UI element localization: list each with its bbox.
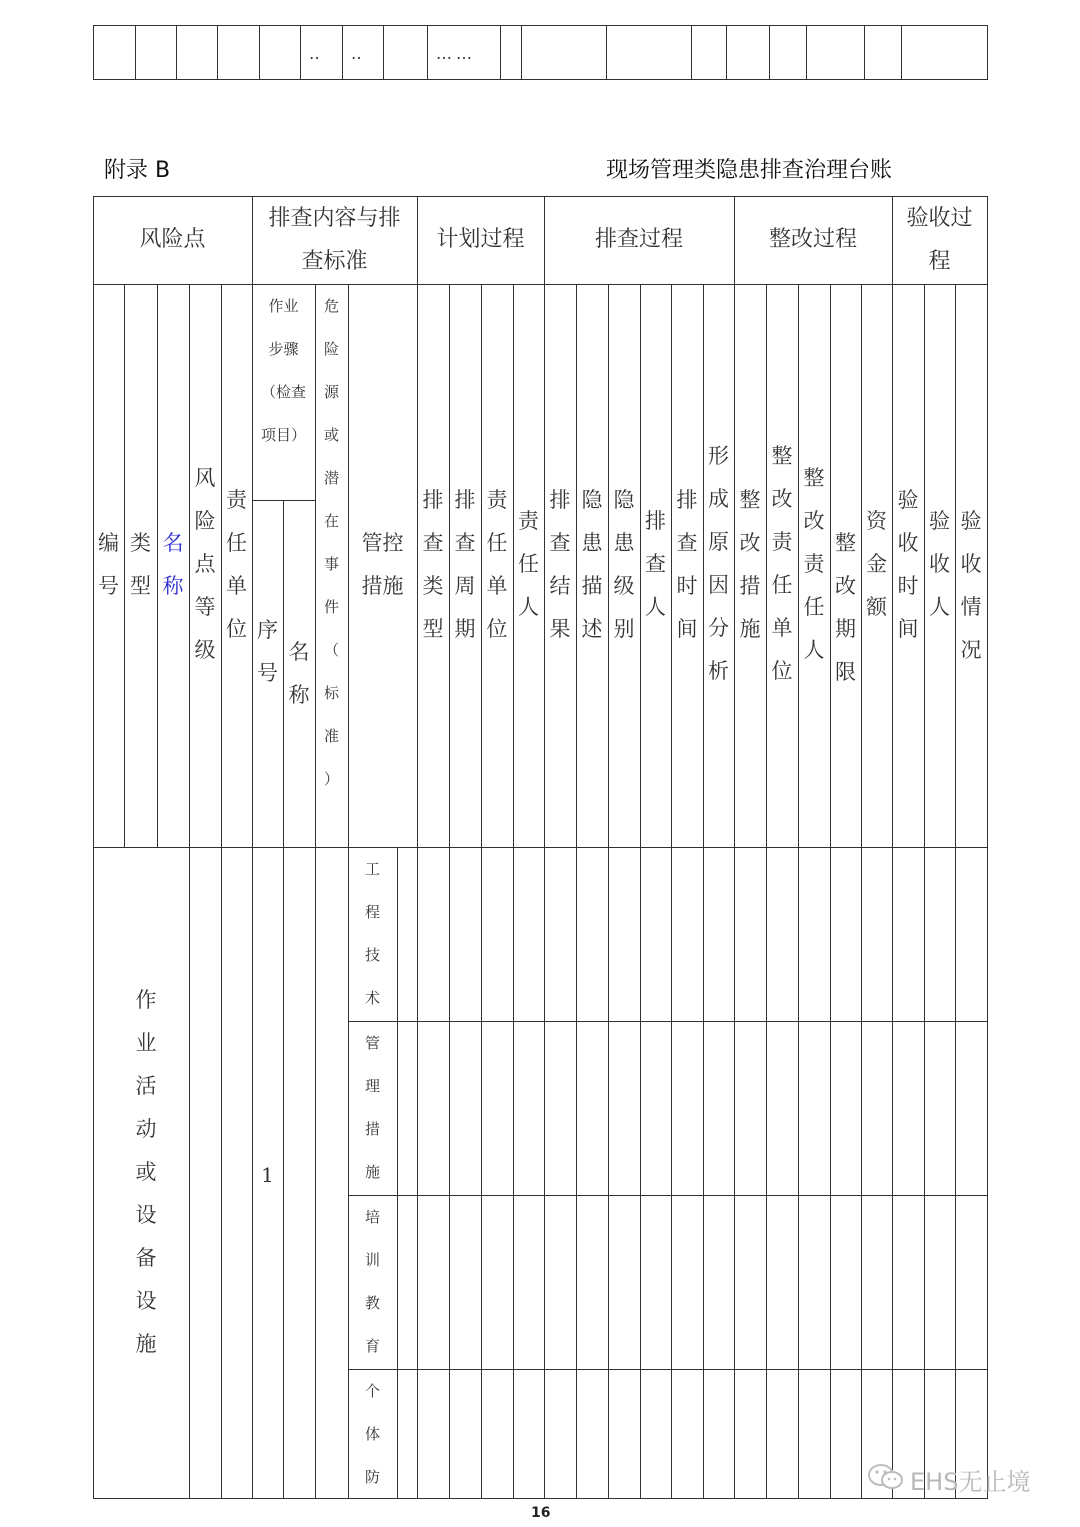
col-risk-level: 风 险 点 等 级: [194, 466, 216, 662]
cell-seq-value: 1: [261, 1163, 274, 1187]
col-work-step: 作业 步骤 （检查 项目）: [260, 297, 306, 444]
group-inspection: 排查过程: [594, 227, 683, 252]
group-accept: 验收过 程: [906, 206, 973, 274]
col-type: 类 型: [130, 531, 151, 598]
col-control: 管控 措施: [361, 531, 404, 598]
col-seq: 序 号: [257, 618, 278, 685]
group-check-content: 排查内容与排 查标准: [268, 206, 401, 274]
col-measure: 整 改 措 施: [739, 488, 761, 641]
cell-measure-training: 培 训 教 育: [364, 1208, 380, 1355]
col-plan-unit: 责 任 单 位: [486, 488, 508, 641]
col-inspector: 排 查 人: [645, 509, 666, 619]
wechat-icon: [866, 1462, 906, 1492]
ellipsis-3: ……: [436, 44, 476, 63]
page-number: 16: [531, 1505, 551, 1521]
col-plan-person: 责 任 人: [518, 509, 539, 619]
ellipsis-1: ‥: [309, 44, 324, 63]
col-deadline: 整 改 期 限: [835, 531, 856, 684]
ellipsis-2: ‥: [351, 44, 366, 63]
watermark-text: EHS无止境: [910, 1468, 1031, 1496]
col-hazard: 危 险 源 或 潜 在 事 件 （ 标 准 ）: [323, 297, 339, 788]
col-accept-time: 验 收 时 间: [897, 488, 919, 641]
col-fund: 资 金 额: [866, 509, 887, 619]
col-acceptor: 验 收 人: [929, 509, 950, 619]
col-check-result: 排 查 结 果: [549, 488, 571, 641]
cell-type-value: 作 业 活 动 或 设 备 设 施: [135, 988, 157, 1356]
col-cause: 形 成 原 因 分 析: [708, 444, 729, 683]
col-check-type: 排 查 类 型: [422, 488, 444, 641]
col-rect-unit: 整 改 责 任 单 位: [771, 444, 793, 683]
col-accept-status: 验 收 情 况: [960, 509, 982, 662]
col-name: 名 称: [162, 531, 184, 598]
col-hazard-desc: 隐 患 描 述: [581, 488, 603, 641]
page-title: 现场管理类隐患排查治理台账: [606, 158, 893, 183]
group-risk-point: 风险点: [139, 227, 206, 252]
group-rectify: 整改过程: [768, 227, 857, 252]
col-check-time: 排 查 时 间: [676, 488, 698, 641]
cell-measure-ppe: 个 体 防: [364, 1382, 380, 1486]
cell-measure-engineering: 工 程 技 术: [364, 860, 380, 1007]
group-plan: 计划过程: [436, 227, 525, 252]
appendix-label: 附录 B: [104, 158, 171, 183]
col-resp-unit: 责 任 单 位: [226, 488, 247, 641]
col-step-name: 名 称: [288, 640, 310, 707]
cell-measure-management: 管 理 措 施: [364, 1034, 380, 1181]
col-check-cycle: 排 查 周 期: [454, 488, 476, 641]
col-rect-person: 整 改 责 任 人: [803, 466, 825, 662]
col-hazard-level: 隐 患 级 别: [613, 488, 635, 641]
col-number: 编 号: [98, 531, 119, 598]
